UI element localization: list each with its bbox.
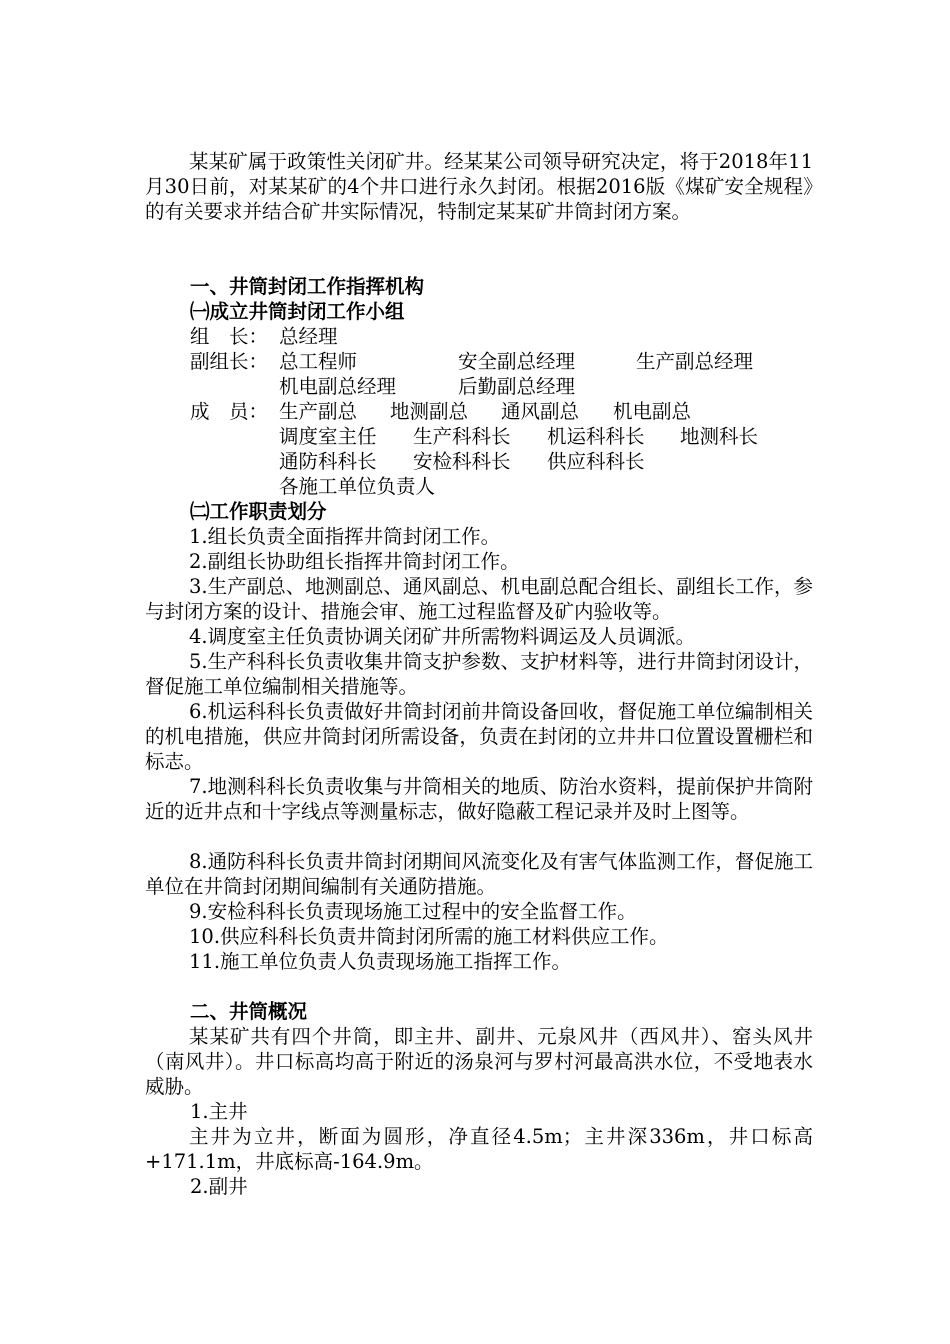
- deputy-item: 安全副总经理: [458, 350, 576, 373]
- subsection1-heading: ㈠成立井筒封闭工作小组: [190, 300, 405, 323]
- deputy-item: 总工程师: [279, 350, 358, 373]
- member-item: 生产副总: [279, 400, 358, 423]
- duty-item: 10.供应科科长负责井筒封闭所需的施工材料供应工作。: [189, 925, 669, 948]
- deputy-item: 后勤副总经理: [458, 375, 576, 398]
- section2-heading: 二、井筒概况: [190, 1000, 308, 1023]
- leader-label: 组 长：: [190, 325, 269, 348]
- duty-item: 2.副组长协助组长指挥井筒封闭工作。: [189, 550, 520, 573]
- member-item: 地测副总: [390, 400, 469, 423]
- deputy-label: 副组长：: [190, 350, 269, 373]
- member-item: 通防科科长: [279, 450, 377, 473]
- member-item: 调度室主任: [279, 425, 377, 448]
- member-item: 地测科长: [680, 425, 759, 448]
- member-item: 通风副总: [501, 400, 580, 423]
- duty-item: 1.组长负责全面指挥井筒封闭工作。: [189, 525, 501, 548]
- duty-item: 4.调度室主任负责协调关闭矿井所需物料调运及人员调派。: [189, 625, 696, 648]
- member-item: 供应科科长: [547, 450, 645, 473]
- leader-value: 总经理: [279, 325, 338, 348]
- duty-item: 11.施工单位负责人负责现场施工指挥工作。: [189, 950, 572, 973]
- item-heading: 1.主井: [190, 1100, 248, 1123]
- member-item: 安检科科长: [413, 450, 511, 473]
- overview-paragraph: 某某矿共有四个井筒，即主井、副井、元泉风井（西风井）、窑头风井（南风井）。井口标高均高于附近的汤泉河与罗村河最高洪水位，不受地表水威胁。: [145, 1025, 813, 1098]
- section1-heading: 一、井筒封闭工作指挥机构: [190, 275, 425, 298]
- duty-item: 5.生产科科长负责收集井筒支护参数、支护材料等，进行井筒封闭设计，督促施工单位编制相关措施等。: [145, 650, 813, 698]
- duty-item: 6.机运科科长负责做好井筒封闭前井筒设备回收，督促施工单位编制相关的机电措施，供应井筒封闭所需设备，负责在封闭的立井井口位置设置栅栏和标志。: [145, 700, 813, 773]
- subsection2-heading: ㈡工作职责划分: [190, 500, 327, 523]
- duty-item: 3.生产副总、地测副总、通风副总、机电副总配合组长、副组长工作，参与封闭方案的设计、措施会审、施工过程监督及矿内验收等。: [145, 575, 813, 623]
- item-paragraph: 主井为立井，断面为圆形，净直径4.5m；主井深336m，井口标高+171.1m，井底标高-164.9m。: [145, 1125, 813, 1173]
- deputy-item: 机电副总经理: [279, 375, 397, 398]
- member-label: 成 员：: [190, 400, 269, 423]
- deputy-item: 生产副总经理: [636, 350, 754, 373]
- member-item: 生产科科长: [413, 425, 511, 448]
- duty-item: 8.通防科科长负责井筒封闭期间风流变化及有害气体监测工作，督促施工单位在井筒封闭期间编制有关通防措施。: [145, 850, 813, 898]
- member-item: 各施工单位负责人: [279, 475, 436, 498]
- member-item: 机电副总: [613, 400, 692, 423]
- intro-paragraph: 某某矿属于政策性关闭矿井。经某某公司领导研究决定，将于2018年11月30日前，对某某矿的4个井口进行永久封闭。根据2016版《煤矿安全规程》的有关要求并结合矿井实际情况，特制定某某矿井筒封闭方案。: [145, 150, 813, 223]
- duty-item: 7.地测科科长负责收集与井筒相关的地质、防治水资料，提前保护井筒附近的近井点和十字线点等测量标志，做好隐蔽工程记录并及时上图等。: [145, 775, 813, 823]
- item-heading: 2.副井: [190, 1175, 248, 1198]
- duty-item: 9.安检科科长负责现场施工过程中的安全监督工作。: [189, 900, 637, 923]
- member-item: 机运科科长: [547, 425, 645, 448]
